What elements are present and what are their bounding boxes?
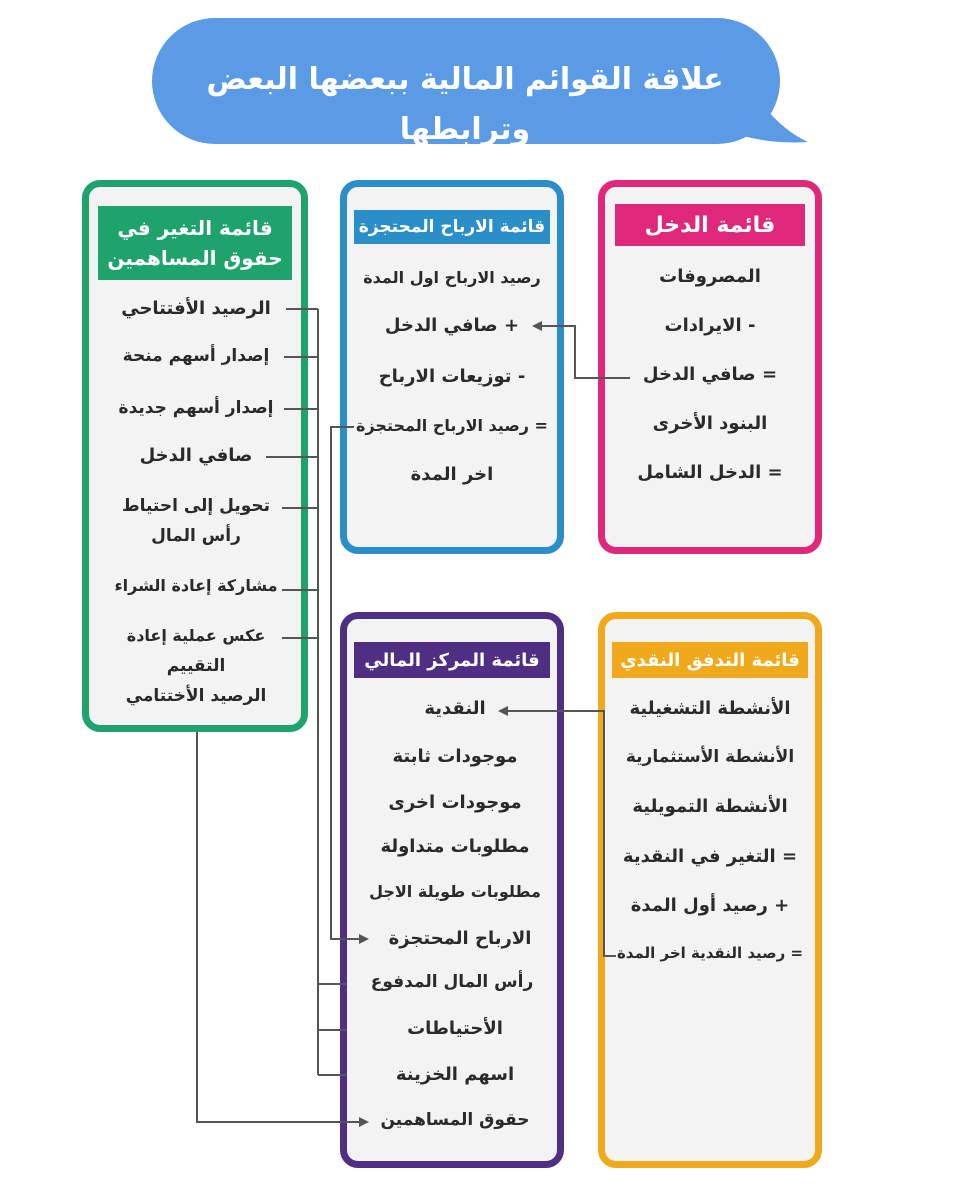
balance-item: حقوق المساهمين	[380, 1110, 530, 1130]
income-statement-header: قائمة الدخل	[615, 204, 805, 246]
retained-item: اخر المدة	[410, 464, 494, 485]
income-item: البنود الأخرى	[652, 413, 768, 434]
equity-item: صافي الدخل	[139, 445, 253, 466]
connector-closing-to-equity	[197, 732, 367, 1122]
balance-sheet-header: قائمة المركز المالي	[354, 642, 550, 678]
balance-item: مطلوبات متداولة	[380, 836, 530, 857]
balance-item: اسهم الخزينة	[395, 1064, 515, 1085]
equity-header-line1: قائمة التغير في	[117, 216, 273, 240]
balance-item: موجودات اخرى	[388, 792, 522, 813]
equity-item: مشاركة إعادة الشراء	[114, 576, 278, 595]
income-item: = صافي الدخل	[642, 364, 778, 385]
equity-header-line2: حقوق المساهمين	[107, 246, 283, 270]
balance-item: موجودات ثابتة	[392, 746, 518, 767]
retained-item: - توزيعات الارباح	[378, 366, 526, 387]
connector-retained-to-balance	[331, 427, 367, 939]
cashflow-item: الأنشطة الأستثمارية	[625, 747, 795, 767]
balance-item: مطلوبات طويلة الاجل	[369, 882, 541, 901]
retained-item: + صافي الدخل	[384, 315, 520, 336]
page-title: علاقة القوائم المالية ببعضها البعض وترابطها	[206, 62, 724, 147]
retained-item: رصيد الارباح اول المدة	[363, 268, 541, 287]
equity-item: إصدار أسهم منحة	[122, 346, 270, 366]
cashflow-item: الأنشطة التمويلية	[632, 796, 788, 817]
connector-net-income-to-retained	[534, 326, 630, 378]
balance-item: رأس المال المدفوع	[370, 972, 534, 992]
equity-item: عكس عملية إعادة	[126, 626, 266, 645]
cash-flow-header: قائمة التدفق النقدي	[612, 642, 808, 678]
cashflow-item: + رصيد أول المدة	[630, 895, 790, 916]
connector-cash-to-balance	[500, 711, 616, 956]
equity-item: الرصيد الأفتتاحي	[121, 298, 271, 319]
balance-item: النقدية	[424, 698, 486, 719]
income-item: - الايرادات	[664, 315, 756, 336]
cashflow-item: = التغير في النقدية	[622, 846, 798, 867]
equity-item: الرصيد الأختتامي	[125, 686, 267, 706]
balance-item: الأحتياطات	[407, 1018, 503, 1039]
equity-item: رأس المال	[151, 526, 241, 546]
income-item: = الدخل الشامل	[637, 462, 783, 483]
balance-item: الارباح المحتجزة	[388, 928, 532, 949]
cashflow-item: الأنشطة التشغيلية	[629, 698, 791, 719]
cashflow-item: = رصيد النقدية اخر المدة	[616, 944, 804, 962]
retained-earnings-header: قائمة الارباح المحتجزة	[354, 210, 550, 244]
equity-item: التقييم	[166, 656, 226, 676]
retained-item: = رصيد الارباح المحتجزة	[356, 416, 548, 435]
equity-item: إصدار أسهم جديدة	[118, 398, 274, 418]
income-item: المصروفات	[659, 266, 761, 287]
equity-item: تحويل إلى احتياط	[121, 496, 271, 516]
